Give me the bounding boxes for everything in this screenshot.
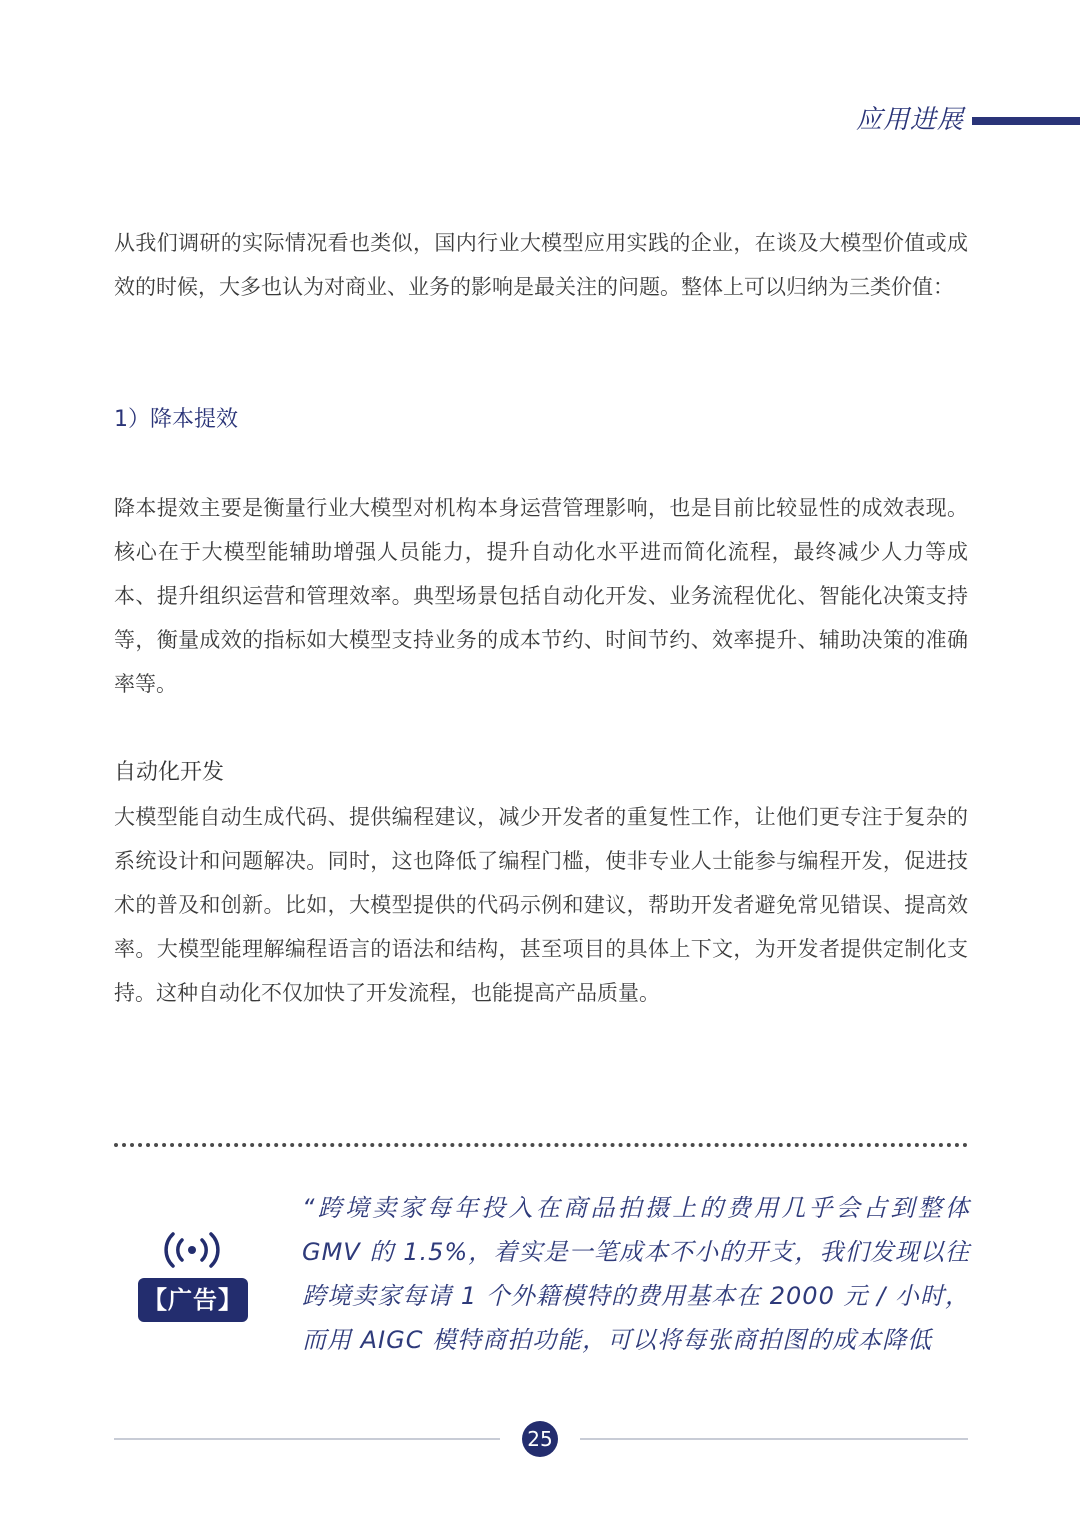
auto-dev-paragraph: 大模型能自动生成代码、提供编程建议，减少开发者的重复性工作，让他们更专注于复杂的系统设计和问题解决。同时，这也降低了编程门槛，使非专业人士能参与编程开发，促进技术的普及和创新。比如，大模型提供的代码示例和建议，帮助开发者避免常见错误、提高效率。大模型能理解编程语言的语法和结构，甚至项目的具体上下文，为开发者提供定制化支持。这种自动化不仅加快了开发流程，也能提高产品质量。 bbox=[114, 805, 968, 1005]
broadcast-icon bbox=[160, 1230, 224, 1270]
dotted-divider bbox=[114, 1143, 968, 1147]
intro-paragraph: 从我们调研的实际情况看也类似，国内行业大模型应用实践的企业，在谈及大模型价值或成效的时候，大多也认为对商业、业务的影响是最关注的问题。整体上可以归纳为三类价值： bbox=[114, 231, 968, 299]
ad-quote: “跨境卖家每年投入在商品拍摄上的费用几乎会占到整体GMV 的 1.5%，着实是一笔成本不小的开支，我们发现以往跨境卖家每请 1 个外籍模特的费用基本在 2000 元 / 小时，而用 AIGC 模特商拍功能，可以将每张商拍图的成本降低 bbox=[302, 1194, 970, 1354]
page-number: 25 bbox=[522, 1421, 558, 1457]
header-accent-bar bbox=[972, 117, 1080, 125]
ad-badge: 【广告】 bbox=[138, 1278, 248, 1322]
cost-efficiency-paragraph: 降本提效主要是衡量行业大模型对机构本身运营管理影响，也是目前比较显性的成效表现。核心在于大模型能辅助增强人员能力，提升自动化水平进而简化流程，最终减少人力等成本、提升组织运营和管理效率。典型场景包括自动化开发、业务流程优化、智能化决策支持等，衡量成效的指标如大模型支持业务的成本节约、时间节约、效率提升、辅助决策的准确率等。 bbox=[114, 496, 968, 696]
subheading-auto-dev: 自动化开发 bbox=[114, 760, 225, 785]
section-heading: 1）降本提效 bbox=[114, 407, 238, 432]
section-title: 应用进展 bbox=[855, 105, 964, 135]
footer-line-left bbox=[114, 1438, 500, 1440]
footer-line-right bbox=[580, 1438, 968, 1440]
